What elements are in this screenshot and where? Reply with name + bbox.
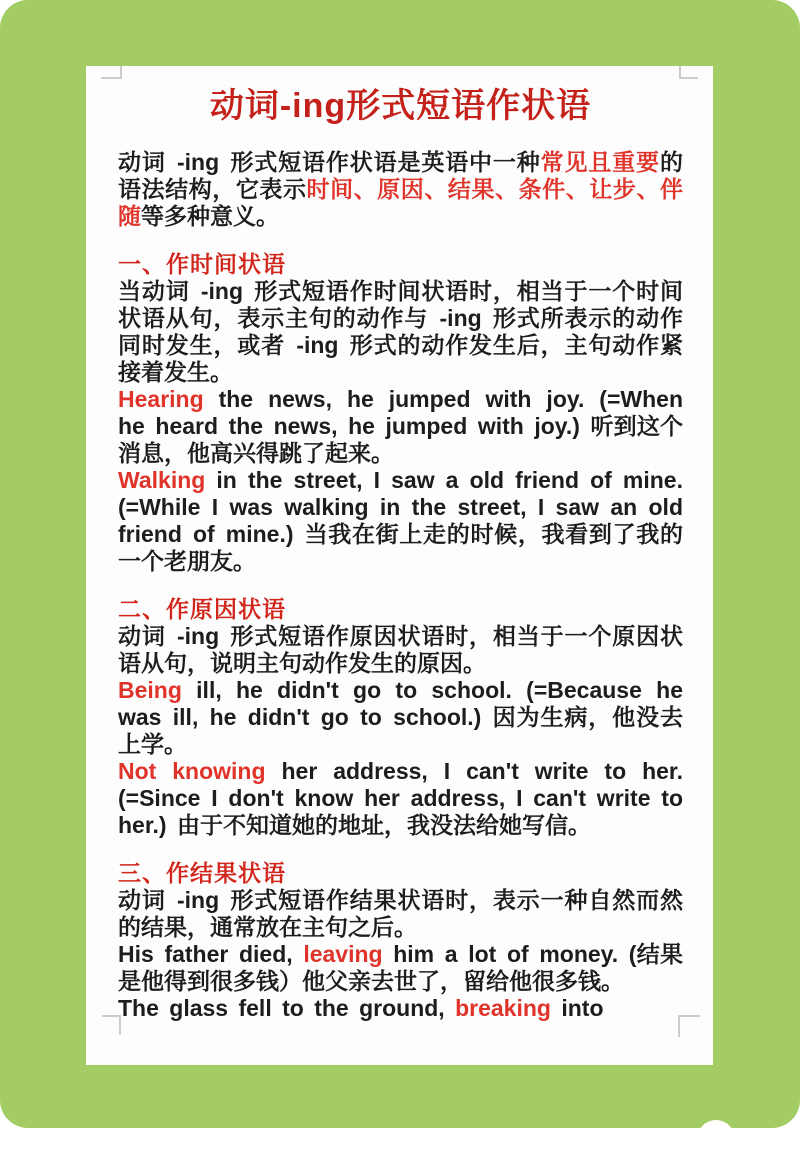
section-1-example-2	[118, 467, 683, 575]
section-1-explanation	[118, 278, 683, 386]
highlight-text: 常见且重要	[540, 149, 661, 175]
highlight-text: Being	[118, 677, 182, 703]
body-text: 当动词 -ing 形式短语作时间状语时，相当于一个时间状语从句，表示主句的动作与 -ing 形式所表示的动作同时发生，或者 -ing 形式的动作发生后，主句动作紧接着发生。	[118, 278, 683, 385]
corner-mark-top-left	[101, 66, 122, 79]
section-3-example-1	[118, 941, 683, 995]
body-text: The glass fell to the ground,	[118, 995, 456, 1021]
body-text: 动词 -ing 形式短语作结果状语时，表示一种自然而然的结果，通常放在主句之后。	[118, 887, 683, 940]
body-text: in the street, I saw a old friend of mine. (=While I was walking in the street, I saw an old friend of mine.) 当我在街上走的时候，我看到了我的一个老朋友。	[118, 467, 683, 574]
highlight-text: Not knowing	[118, 758, 266, 784]
document-page	[86, 66, 713, 1065]
section-1-example-1	[118, 386, 683, 467]
section-reason-adverbial	[118, 596, 683, 839]
intro-paragraph	[118, 149, 683, 230]
body-text: His father died,	[118, 941, 304, 967]
section-2-example-1	[118, 677, 683, 758]
body-text: ill, he didn't go to school. (=Because he was ill, he didn't go to school.) 因为生病，他没去上学。	[118, 677, 683, 757]
body-text: into	[550, 995, 604, 1021]
body-text: her address, I can't write to her. (=Since I don't know her address, I can't write to her.) 由于不知道她的地址，我没法给她写信。	[118, 758, 683, 838]
bottom-corner-notch	[697, 1120, 735, 1158]
document-content	[118, 86, 683, 1022]
body-text: 的语法结构，它表示	[118, 149, 684, 202]
body-text: him a lot of money. (结果是他得到很多钱）他父亲去世了，留给他很多钱。	[118, 941, 683, 994]
body-text: the news, he jumped with joy. (=When he heard the news, he jumped with joy.) 听到这个消息，他高兴得跳了起来。	[118, 386, 683, 466]
highlight-text: leaving	[303, 941, 383, 967]
page-title: 动词-ing形式短语作状语	[209, 87, 592, 125]
section-2-explanation	[118, 623, 683, 677]
body-text: 动词 -ing 形式短语作状语是英语中一种	[118, 149, 541, 175]
highlight-text: Hearing	[118, 386, 204, 412]
section-2-heading: 二、作原因状语	[118, 596, 286, 622]
section-result-adverbial	[118, 860, 683, 1022]
highlight-text: Walking	[118, 467, 206, 493]
section-2-example-2	[118, 758, 683, 839]
section-3-example-2	[118, 995, 683, 1022]
highlight-text: breaking	[455, 995, 551, 1021]
section-1-heading: 一、作时间状语	[118, 251, 286, 277]
body-text: 动词 -ing 形式短语作原因状语时，相当于一个原因状语从句，说明主句动作发生的原因。	[118, 623, 683, 676]
highlight-text: 时间、原因、结果、条件、让步、伴随	[118, 176, 684, 229]
corner-mark-top-right	[679, 66, 698, 79]
section-3-heading: 三、作结果状语	[118, 860, 286, 886]
section-3-explanation	[118, 887, 683, 941]
section-time-adverbial	[118, 251, 683, 575]
body-text: 等多种意义。	[141, 203, 279, 229]
